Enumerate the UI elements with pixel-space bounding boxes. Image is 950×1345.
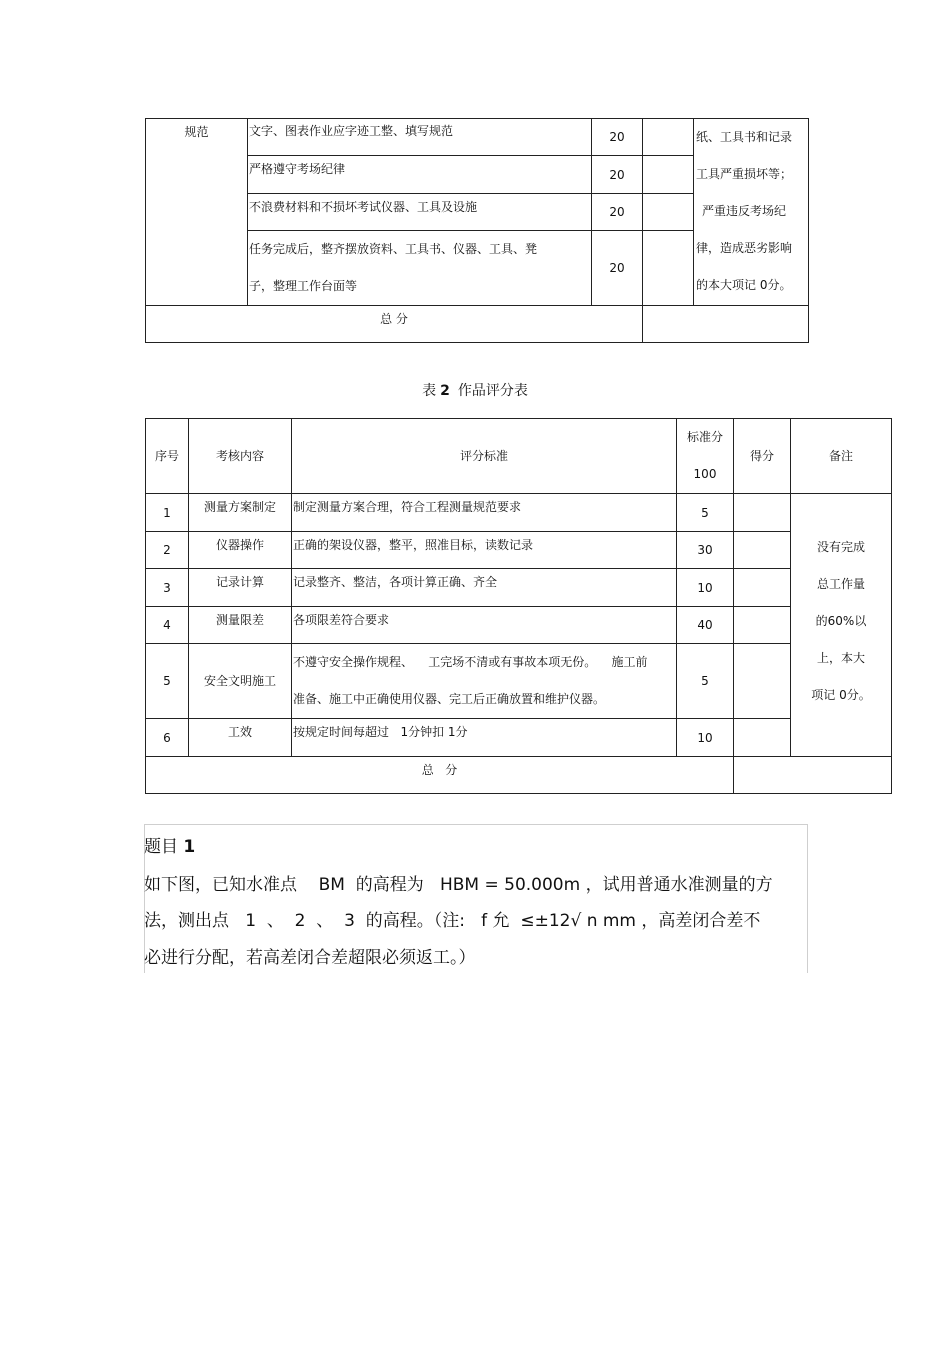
criteria-line: 子，整理工作台面等	[249, 279, 358, 293]
row-got	[734, 569, 791, 607]
remark-line: 工具严重损坏等；	[696, 167, 793, 181]
row-content: 记录计算	[189, 569, 292, 607]
note-line: 总工作量	[816, 577, 865, 591]
row-content: 测量限差	[189, 607, 292, 644]
row-content: 工效	[189, 719, 292, 757]
row-score: 5	[677, 644, 734, 719]
criteria-cell: 严格遵守考场纪律	[248, 156, 592, 194]
row-criteria: 按规定时间每超过 1分钟扣 1分	[292, 719, 677, 757]
row-got	[734, 719, 791, 757]
row-score: 5	[677, 494, 734, 532]
question-line: 必进行分配，若高差闭合差超限必须返工。）	[144, 948, 476, 968]
remark-line: 律，造成恶劣影响	[696, 241, 793, 255]
header-standard-label: 标准分	[686, 430, 723, 444]
criteria-line: 准备、施工中正确使用仪器、完工后正确放置和维护仪器。	[293, 692, 606, 706]
row-no: 6	[146, 719, 189, 757]
caption-number: 2	[440, 383, 450, 399]
row-criteria: 记录整齐、整洁，各项计算正确、齐全	[292, 569, 677, 607]
row-score: 40	[677, 607, 734, 644]
row-score: 10	[677, 719, 734, 757]
header-no: 序号	[146, 419, 189, 494]
question-title	[144, 832, 195, 857]
note-line: 项记 0分。	[811, 688, 871, 702]
header-standard	[677, 419, 734, 494]
note-line: 没有完成	[816, 540, 865, 554]
header-standard-total: 100	[693, 467, 717, 481]
row-no: 1	[146, 494, 189, 532]
header-note: 备注	[791, 419, 892, 494]
question-line: 法，测出点 1 、 2 、 3 的高程。（注: f 允 ≤±12√ n mm ，高差闭合差不	[144, 911, 761, 931]
remark-cell	[694, 119, 809, 306]
row-no: 4	[146, 607, 189, 644]
score-cell: 20	[592, 231, 643, 306]
score-cell: 20	[592, 119, 643, 156]
row-no: 5	[146, 644, 189, 719]
criteria-cell	[248, 231, 592, 306]
got-cell	[643, 231, 694, 306]
row-got	[734, 607, 791, 644]
product-score-table	[145, 418, 892, 794]
total-value	[643, 306, 809, 343]
score-table-continued	[145, 118, 809, 343]
row-content: 测量方案制定	[189, 494, 292, 532]
remark-line: 严重违反考场纪	[702, 204, 787, 218]
got-cell	[643, 194, 694, 231]
got-cell	[643, 119, 694, 156]
row-score: 10	[677, 569, 734, 607]
caption-prefix: 表	[422, 383, 437, 399]
remark-line: 的本大项记 0分。	[696, 278, 792, 292]
row-criteria: 正确的架设仪器，整平，照准目标，读数记录	[292, 532, 677, 569]
criteria-line: 任务完成后，整齐摆放资料、工具书、仪器、工具、凳	[249, 242, 538, 256]
row-content: 安全文明施工	[189, 644, 292, 719]
criteria-line: 不遵守安全操作规程、 工完场不清或有事故本项无份。 施工前	[293, 655, 648, 669]
header-criteria: 评分标准	[292, 419, 677, 494]
criteria-cell: 不浪费材料和不损坏考试仪器、工具及设施	[248, 194, 592, 231]
note-line: 上，本大	[816, 651, 865, 665]
got-cell	[643, 156, 694, 194]
question-title-prefix: 题目	[144, 837, 184, 857]
question-title-number: 1	[183, 837, 196, 857]
row-no: 3	[146, 569, 189, 607]
category-cell: 规范	[146, 119, 248, 306]
row-got	[734, 532, 791, 569]
total-value	[734, 757, 892, 794]
criteria-cell: 文字、图表作业应字迹工整、填写规范	[248, 119, 592, 156]
score-cell: 20	[592, 156, 643, 194]
row-criteria: 各项限差符合要求	[292, 607, 677, 644]
header-got: 得分	[734, 419, 791, 494]
row-got	[734, 494, 791, 532]
remark-line: 纸、工具书和记录	[696, 130, 793, 144]
note-line: 的60%以	[815, 614, 867, 628]
question-line: 如下图，已知水准点 BM 的高程为 HBM = 50.000m ，试用普通水准测量的方	[144, 875, 773, 895]
row-got	[734, 644, 791, 719]
row-content: 仪器操作	[189, 532, 292, 569]
header-content: 考核内容	[189, 419, 292, 494]
row-no: 2	[146, 532, 189, 569]
score-cell: 20	[592, 194, 643, 231]
row-score: 30	[677, 532, 734, 569]
row-criteria	[292, 644, 677, 719]
caption-title: 作品评分表	[457, 383, 528, 399]
row-criteria: 制定测量方案合理，符合工程测量规范要求	[292, 494, 677, 532]
table-caption	[0, 380, 950, 400]
total-label: 总 分	[146, 306, 643, 343]
note-cell	[791, 494, 892, 757]
total-label: 总 分	[146, 757, 734, 794]
